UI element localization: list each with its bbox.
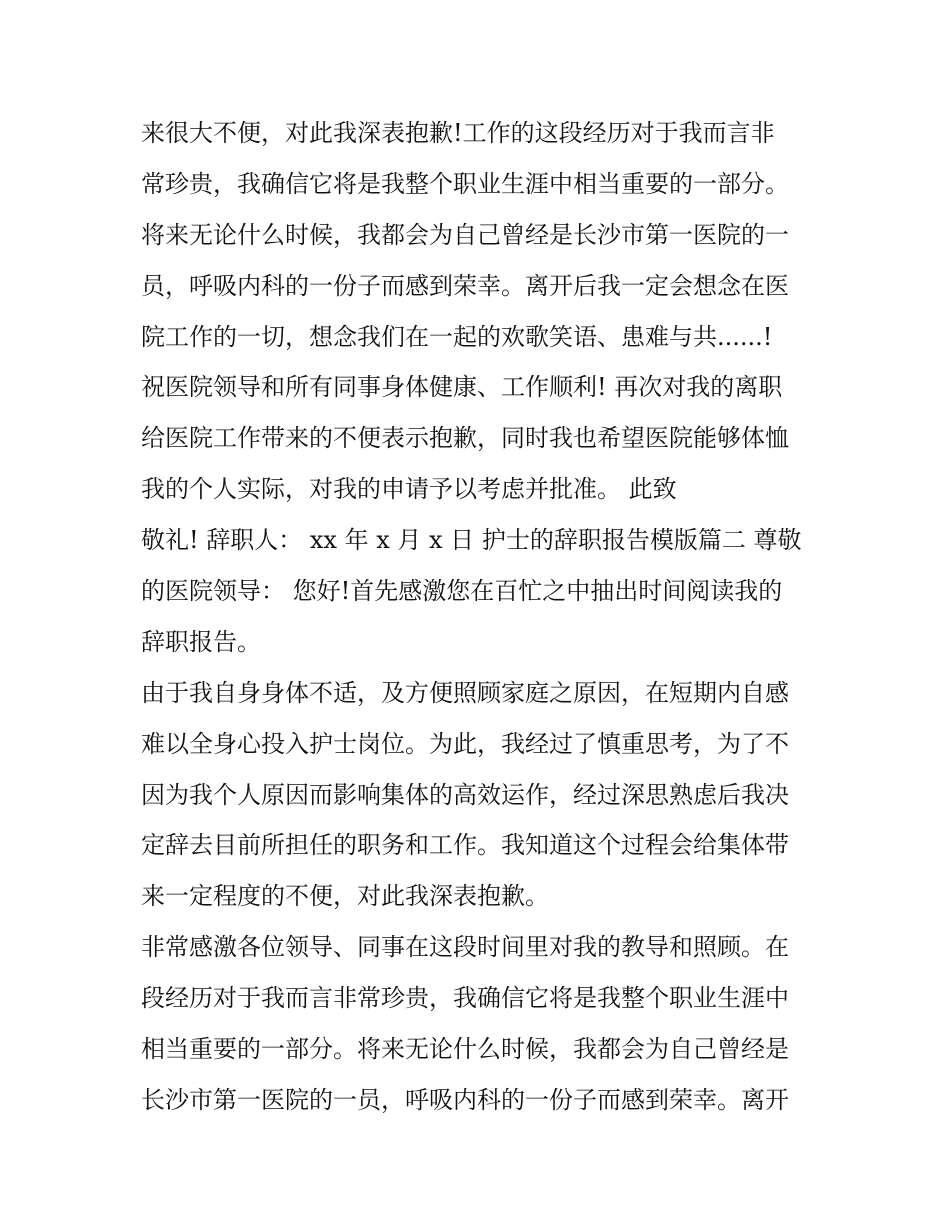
text-line: 将来无论什么时候，我都会为自己曾经是长沙市第一医院的一 (141, 220, 789, 249)
text-line: 难以全身心投入护士岗位。为此，我经过了慎重思考，为了不 (141, 729, 789, 758)
text-line: 定辞去目前所担任的职务和工作。我知道这个过程会给集体带 (141, 831, 789, 860)
text-line: 相当重要的一部分。将来无论什么时候，我都会为自己曾经是 (141, 1035, 789, 1064)
text-line: 辞职报告。 (141, 627, 261, 656)
text-line: 非常感激各位领导、同事在这段时间里对我的教导和照顾。在 (141, 933, 789, 962)
text-line: 的医院领导： 您好!首先感激您在百忙之中抽出时间阅读我的 (141, 577, 783, 606)
text-line: 祝医院领导和所有同事身体健康、工作顺利! 再次对我的离职 (141, 373, 783, 402)
text-line: 由于我自身身体不适，及方便照顾家庭之原因，在短期内自感 (141, 678, 789, 707)
text-line: 段经历对于我而言非常珍贵，我确信它将是我整个职业生涯中 (141, 984, 789, 1013)
document-body (141, 108, 821, 1126)
text-line: 院工作的一切，想念我们在一起的欢歌笑语、患难与共......! (141, 322, 773, 351)
text-line: 敬礼! 辞职人： xx 年 x 月 x 日 护士的辞职报告模版篇二 尊敬 (141, 526, 802, 555)
text-line: 来一定程度的不便，对此我深表抱歉。 (141, 882, 549, 911)
text-line: 常珍贵，我确信它将是我整个职业生涯中相当重要的一部分。 (141, 169, 789, 198)
text-line: 因为我个人原因而影响集体的高效运作，经过深思熟虑后我决 (141, 780, 789, 809)
text-line: 给医院工作带来的不便表示抱歉，同时我也希望医院能够体恤 (141, 424, 789, 453)
text-line: 员，呼吸内科的一份子而感到荣幸。离开后我一定会想念在医 (141, 271, 789, 300)
text-line: 来很大不便，对此我深表抱歉!工作的这段经历对于我而言非 (141, 119, 775, 147)
text-line: 我的个人实际，对我的申请予以考虑并批准。 此致 (141, 475, 677, 504)
text-line: 长沙市第一医院的一员，呼吸内科的一份子而感到荣幸。离开 (141, 1085, 789, 1114)
